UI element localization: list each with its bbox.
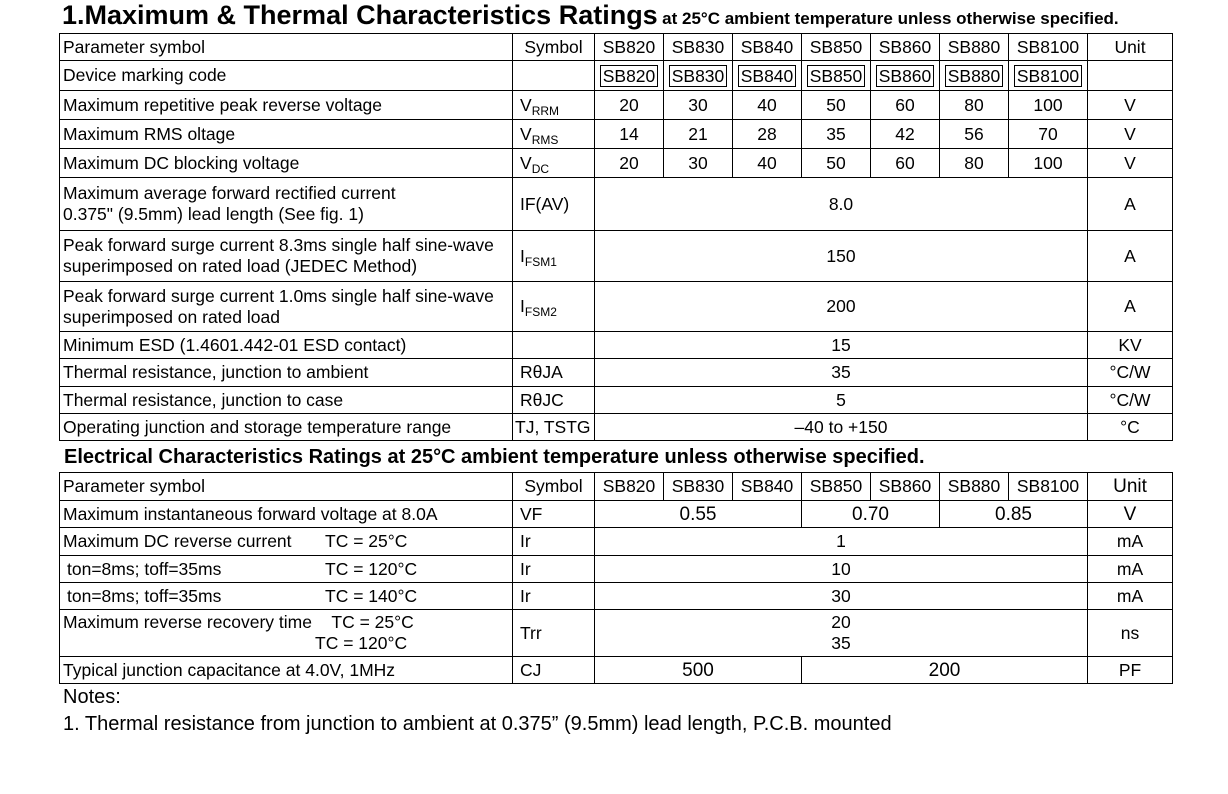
row-label: Maximum repetitive peak reverse voltage xyxy=(60,91,513,120)
symbol-cell: IF(AV) xyxy=(513,178,595,231)
value-line2: 35 xyxy=(831,633,851,653)
value-cell: 20 xyxy=(595,149,664,178)
value-cell: 150 xyxy=(595,231,1088,282)
table-row xyxy=(60,414,1173,441)
value-cell: 30 xyxy=(595,583,1088,610)
row-label-line1: Peak forward surge current 8.3ms single half sine-wave xyxy=(63,235,494,255)
header-param: Parameter symbol xyxy=(60,34,513,61)
symbol-cell xyxy=(513,91,595,120)
electrical-ratings-table xyxy=(59,472,1173,684)
symbol-cell xyxy=(513,231,595,282)
symbol-cell: TJ, TSTG xyxy=(513,414,595,441)
value-cell: 0.70 xyxy=(802,501,940,528)
marking-cell xyxy=(871,61,940,91)
marking-code: SB850 xyxy=(807,65,866,87)
value-cell: 40 xyxy=(733,91,802,120)
section-title-main: 1.Maximum & Thermal Characteristics Ratings xyxy=(62,0,658,30)
row-label-line2: superimposed on rated load (JEDEC Method) xyxy=(63,256,418,276)
row-label: Thermal resistance, junction to ambient xyxy=(60,359,513,387)
marking-code: SB8100 xyxy=(1014,65,1082,87)
value-cell: 14 xyxy=(595,120,664,149)
marking-code: SB880 xyxy=(945,65,1004,87)
value-cell: 35 xyxy=(595,359,1088,387)
value-cell: 500 xyxy=(595,657,802,684)
symbol-cell: Ir xyxy=(513,556,595,583)
symbol-cell: Ir xyxy=(513,528,595,556)
row-label xyxy=(60,528,513,556)
value-cell: 80 xyxy=(940,91,1009,120)
header-part: SB860 xyxy=(871,473,940,501)
header-part: SB8100 xyxy=(1009,473,1088,501)
value-cell: 28 xyxy=(733,120,802,149)
row-label-text: Maximum reverse recovery time xyxy=(63,612,312,632)
unit-cell: V xyxy=(1088,501,1173,528)
note-item: 1. Thermal resistance from junction to ambient at 0.375” (9.5mm) lead length, P.C.B. mounted xyxy=(63,713,892,735)
symbol-sub: FSM1 xyxy=(524,254,557,269)
notes-heading: Notes: xyxy=(63,686,121,708)
symbol-cell xyxy=(513,282,595,332)
value-cell: 42 xyxy=(871,120,940,149)
marking-cell xyxy=(1009,61,1088,91)
header-part: SB820 xyxy=(595,34,664,61)
symbol-sub: DC xyxy=(531,161,550,176)
unit-cell: °C/W xyxy=(1088,387,1173,414)
symbol-cell: CJ xyxy=(513,657,595,684)
row-label-line2: superimposed on rated load xyxy=(63,306,280,327)
value-cell: 50 xyxy=(802,149,871,178)
table-row xyxy=(60,282,1173,332)
unit-cell: V xyxy=(1088,149,1173,178)
symbol-cell: Ir xyxy=(513,583,595,610)
electrical-section-title: Electrical Characteristics Ratings at 25°C ambient temperature unless otherwise specified. xyxy=(64,446,925,468)
marking-cell xyxy=(802,61,871,91)
value-cell: 0.85 xyxy=(940,501,1088,528)
value-cell: 70 xyxy=(1009,120,1088,149)
section-title-condition: at 25°C ambient temperature unless otherwise specified. xyxy=(662,9,1119,28)
max-thermal-ratings-table xyxy=(59,33,1173,441)
header-part: SB850 xyxy=(802,473,871,501)
value-cell: 200 xyxy=(802,657,1088,684)
table-row xyxy=(60,332,1173,359)
table-row xyxy=(60,91,1173,120)
table-row xyxy=(60,501,1173,528)
marking-cell xyxy=(733,61,802,91)
marking-cell xyxy=(940,61,1009,91)
value-cell: 80 xyxy=(940,149,1009,178)
value-cell xyxy=(595,610,1088,657)
table-row xyxy=(60,583,1173,610)
symbol-cell xyxy=(513,332,595,359)
value-cell: 50 xyxy=(802,91,871,120)
row-label xyxy=(60,231,513,282)
condition-text: TC = 25°C xyxy=(325,531,408,551)
symbol-cell: RθJC xyxy=(513,387,595,414)
header-part: SB820 xyxy=(595,473,664,501)
marking-code: SB840 xyxy=(738,65,797,87)
value-cell: 10 xyxy=(595,556,1088,583)
row-label xyxy=(60,556,513,583)
value-cell: 21 xyxy=(664,120,733,149)
value-cell: 100 xyxy=(1009,91,1088,120)
value-cell: 15 xyxy=(595,332,1088,359)
unit-cell: °C/W xyxy=(1088,359,1173,387)
row-label-line1: Peak forward surge current 1.0ms single half sine-wave xyxy=(63,285,494,306)
header-part: SB840 xyxy=(733,34,802,61)
row-label-line1: Maximum average forward rectified current xyxy=(63,183,396,203)
unit-cell: V xyxy=(1088,120,1173,149)
symbol-cell: Trr xyxy=(513,610,595,657)
header-part: SB830 xyxy=(664,34,733,61)
value-cell: 30 xyxy=(664,149,733,178)
value-cell: 100 xyxy=(1009,149,1088,178)
value-cell: 35 xyxy=(802,120,871,149)
unit-cell: mA xyxy=(1088,583,1173,610)
symbol-main: I xyxy=(520,296,525,316)
row-label: Typical junction capacitance at 4.0V, 1MHz xyxy=(60,657,513,684)
value-cell: 20 xyxy=(595,91,664,120)
unit-cell: PF xyxy=(1088,657,1173,684)
value-cell: 0.55 xyxy=(595,501,802,528)
table-row xyxy=(60,120,1173,149)
row-label: Maximum instantaneous forward voltage at 8.0A xyxy=(60,501,513,528)
unit-cell: A xyxy=(1088,178,1173,231)
value-cell: 1 xyxy=(595,528,1088,556)
row-label: Thermal resistance, junction to case xyxy=(60,387,513,414)
table-row xyxy=(60,610,1173,657)
unit-cell: KV xyxy=(1088,332,1173,359)
symbol-cell: RθJA xyxy=(513,359,595,387)
header-part: SB880 xyxy=(940,473,1009,501)
condition-text: TC = 120°C xyxy=(315,633,408,653)
symbol-cell xyxy=(513,149,595,178)
header-part: SB880 xyxy=(940,34,1009,61)
marking-code: SB860 xyxy=(876,65,935,87)
unit-cell: ns xyxy=(1088,610,1173,657)
marking-code: SB830 xyxy=(669,65,728,87)
header-part: SB830 xyxy=(664,473,733,501)
value-line1: 20 xyxy=(831,612,851,632)
row-label: Minimum ESD (1.4601.442-01 ESD contact) xyxy=(60,332,513,359)
marking-code: SB820 xyxy=(600,65,659,87)
table-row xyxy=(60,61,1173,91)
condition-text: TC = 140°C xyxy=(325,585,418,606)
header-symbol: Symbol xyxy=(513,34,595,61)
table-row xyxy=(60,657,1173,684)
value-cell: 30 xyxy=(664,91,733,120)
value-cell: 8.0 xyxy=(595,178,1088,231)
table-row xyxy=(60,231,1173,282)
unit-cell: mA xyxy=(1088,556,1173,583)
row-label-text: ton=8ms; toff=35ms xyxy=(67,585,222,606)
marking-cell xyxy=(595,61,664,91)
table-row xyxy=(60,387,1173,414)
header-unit: Unit xyxy=(1088,34,1173,61)
table-row xyxy=(60,528,1173,556)
value-cell: 60 xyxy=(871,91,940,120)
symbol-sub: RMS xyxy=(531,132,559,147)
row-label xyxy=(60,178,513,231)
value-cell: 60 xyxy=(871,149,940,178)
section-title xyxy=(62,0,1119,31)
row-label xyxy=(60,610,513,657)
symbol-cell xyxy=(513,61,595,91)
row-label: Maximum DC blocking voltage xyxy=(60,149,513,178)
value-cell: 5 xyxy=(595,387,1088,414)
symbol-sub: RRM xyxy=(531,103,560,118)
row-label xyxy=(60,583,513,610)
table-header-row xyxy=(60,473,1173,501)
header-part: SB8100 xyxy=(1009,34,1088,61)
condition-text: TC = 120°C xyxy=(325,558,418,579)
table-row xyxy=(60,359,1173,387)
value-cell: 40 xyxy=(733,149,802,178)
symbol-sub: FSM2 xyxy=(524,305,557,319)
table-header-row xyxy=(60,34,1173,61)
header-symbol: Symbol xyxy=(513,473,595,501)
value-cell: –40 to +150 xyxy=(595,414,1088,441)
row-label: Maximum RMS oltage xyxy=(60,120,513,149)
unit-cell: V xyxy=(1088,91,1173,120)
header-part: SB860 xyxy=(871,34,940,61)
header-unit: Unit xyxy=(1088,473,1173,501)
symbol-cell xyxy=(513,120,595,149)
header-param: Parameter symbol xyxy=(60,473,513,501)
symbol-main: V xyxy=(520,94,532,115)
table-row xyxy=(60,178,1173,231)
unit-cell: °C xyxy=(1088,414,1173,441)
unit-cell: mA xyxy=(1088,528,1173,556)
value-cell: 200 xyxy=(595,282,1088,332)
table-row xyxy=(60,149,1173,178)
header-part: SB840 xyxy=(733,473,802,501)
row-label-text: Maximum DC reverse current xyxy=(63,531,292,551)
row-label: Operating junction and storage temperature range xyxy=(60,414,513,441)
symbol-cell: VF xyxy=(513,501,595,528)
row-label-text: ton=8ms; toff=35ms xyxy=(67,558,222,579)
row-label xyxy=(60,282,513,332)
table-row xyxy=(60,556,1173,583)
row-label-line2: 0.375" (9.5mm) lead length (See fig. 1) xyxy=(63,204,364,224)
unit-cell xyxy=(1088,61,1173,91)
unit-cell: A xyxy=(1088,231,1173,282)
symbol-main: I xyxy=(520,245,525,266)
value-cell: 56 xyxy=(940,120,1009,149)
unit-cell: A xyxy=(1088,282,1173,332)
row-label: Device marking code xyxy=(60,61,513,91)
marking-cell xyxy=(664,61,733,91)
header-part: SB850 xyxy=(802,34,871,61)
symbol-main: V xyxy=(520,123,532,144)
symbol-main: V xyxy=(520,152,532,173)
condition-text: TC = 25°C xyxy=(331,612,414,632)
